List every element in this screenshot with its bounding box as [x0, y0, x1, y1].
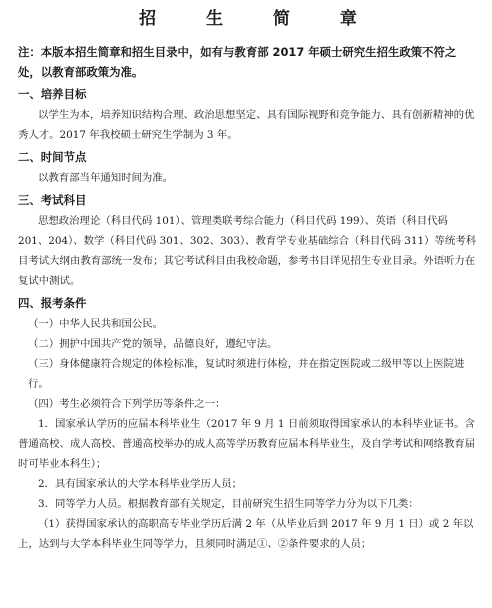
- section-body-timeline: 以教育部当年通知时间为准。: [38, 172, 174, 184]
- section-body-exam-subjects: 思想政治理论（科目代码 101）、管理类联考综合能力（科目代码 199）、英语（科目代码 201、204）、数学（科目代码 301、302、303）、教育学专业基础综合（科目代码 311）等统考科目考试大纲由教育部统一发布；其它考试科目由我校命题，参考书目详见招生专业目录。外语听力在复试中测试。: [18, 215, 477, 287]
- section-heading-training-goals: 一、培养目标: [18, 87, 87, 101]
- section-body-training-goals: 以学生为本，培养知识结构合理、政治思想坚定、具有国际视野和竞争能力、具有创新精神的优秀人才。2017 年我校硕士研究生学制为 3 年。: [18, 109, 475, 141]
- page-title: 招 生 简 章: [139, 9, 379, 29]
- eligibility-item: 2．具有国家承认的大学本科毕业学历人员；: [38, 478, 243, 490]
- eligibility-item: （三）身体健康符合规定的体检标准，复试时须进行体检，并在指定医院或二级甲等以上医院进行。: [28, 358, 465, 390]
- section-heading-eligibility: 四、报考条件: [18, 296, 87, 310]
- section-heading-timeline: 二、时间节点: [18, 150, 87, 164]
- eligibility-item: 1．国家承认学历的应届本科毕业生（2017 年 9 月 1 日前须取得国家承认的本科毕业证书。含普通高校、成人高校、普通高校举办的成人高等学历教育应届本科毕业生，及自学考试和网络教育届时可毕业本科生）；: [18, 418, 476, 470]
- eligibility-item: （1）获得国家承认的高职高专毕业学历后满 2 年（从毕业后到 2017 年 9 月 1 日）或 2 年以上，达到与大学本科毕业生同等学力，且须同时满足①、②条件要求的人员；: [18, 518, 474, 550]
- eligibility-item: （一）中华人民共和国公民。: [28, 318, 164, 330]
- policy-note: 注：本版本招生简章和招生目录中，如有与教育部 2017 年硕士研究生招生政策不符之处，以教育部政策为准。: [18, 45, 457, 79]
- section-heading-exam-subjects: 三、考试科目: [18, 193, 87, 207]
- eligibility-item: 3．同等学力人员。根据教育部有关规定，目前研究生招生同等学力分为以下几类：: [38, 498, 419, 510]
- eligibility-item: （四）考生必须符合下列学历等条件之一：: [28, 398, 226, 410]
- eligibility-item: （二）拥护中国共产党的领导，品德良好，遵纪守法。: [28, 338, 278, 350]
